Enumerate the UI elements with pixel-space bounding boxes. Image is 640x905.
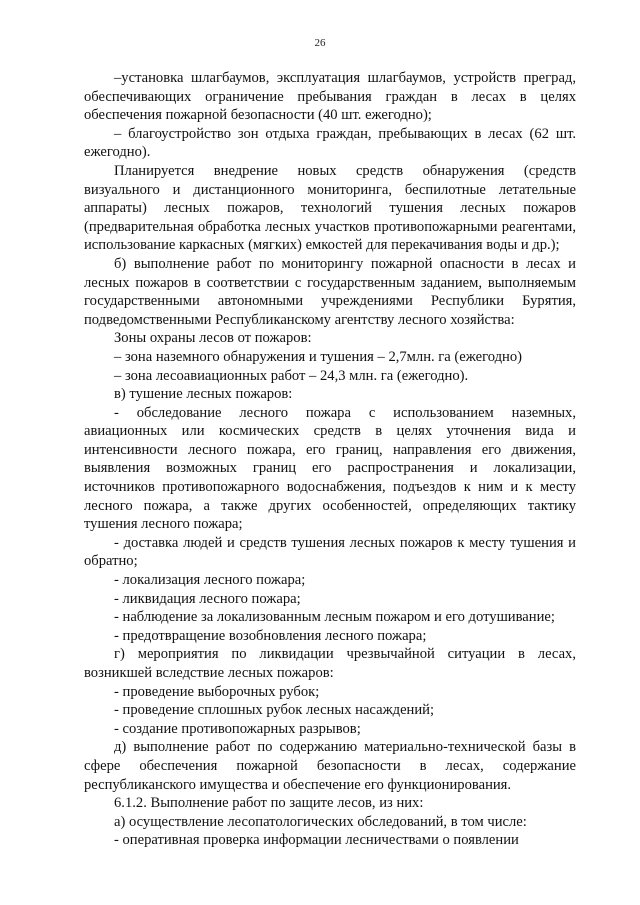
paragraph-forest-pathology: а) осуществление лесопатологических обследований, в том числе: bbox=[114, 813, 527, 830]
paragraph-firebreaks: - создание противопожарных разрывов; bbox=[114, 720, 361, 737]
paragraph-delivery: - доставка людей и средств тушения лесных пожаров к месту тушения и обратно; bbox=[84, 534, 576, 570]
paragraph-material-base: д) выполнение работ по содержанию материально-технической базы в сфере обеспечения пожарной безопасности в лесах, содержание республиканского имущества и обеспечение его функционирования. bbox=[84, 739, 576, 793]
paragraph-localization: - локализация лесного пожара; bbox=[114, 572, 306, 589]
paragraph-ground-zone: – зона наземного обнаружения и тушения – 2,7млн. га (ежегодно) bbox=[114, 348, 523, 365]
document-body bbox=[84, 69, 576, 850]
paragraph-aviation-zone: – зона лесоавиационных работ – 24,3 млн. га (ежегодно). bbox=[114, 367, 469, 384]
paragraph-prevention: - предотвращение возобновления лесного пожара; bbox=[114, 627, 427, 644]
paragraph-firefighting-heading: в) тушение лесных пожаров: bbox=[114, 386, 293, 403]
paragraph-operational-check: - оперативная проверка информации лесничествами о появлении bbox=[114, 832, 519, 849]
paragraph-clear-cutting: - проведение сплошных рубок лесных насаждений; bbox=[114, 702, 435, 719]
paragraph-fire-survey: - обследование лесного пожара с использованием наземных, авиационных или космических средств в целях уточнения вида и интенсивности лесного пожара, его границ, направления его движения, выявления возможных границ его распространения и локализации, источников противопожарного водоснабжения, подъездов к ним и к месту лесного пожара, а также других особенностей, определяющих тактику тушения лесного пожара; bbox=[84, 404, 576, 533]
paragraph-fire-monitoring: б) выполнение работ по мониторингу пожарной опасности в лесах и лесных пожаров в соответствии с государственным заданием, выполняемым государственными автономными учреждениями Республики Бурятия, подведомственными Республиканскому агентству лесного хозяйства: bbox=[84, 255, 576, 328]
paragraph-liquidation: - ликвидация лесного пожара; bbox=[114, 590, 301, 607]
paragraph-protection-zones-heading: Зоны охраны лесов от пожаров: bbox=[114, 330, 312, 347]
paragraph-observation: - наблюдение за локализованным лесным пожаром и его дотушивание; bbox=[114, 609, 555, 626]
paragraph-selective-logging: - проведение выборочных рубок; bbox=[114, 683, 320, 700]
paragraph-new-detection-means: Планируется внедрение новых средств обнаружения (средств визуального и дистанционного мониторинга, беспилотные летательные аппараты) лесных пожаров, технологий тушения лесных пожаров (предварительная обработка лесных участков противопожарными реагентами, использование каркасных (мягких) емкостей для перекачивания воды и др.); bbox=[84, 162, 576, 254]
page-number: 26 bbox=[314, 37, 326, 49]
paragraph-barrier-installation: –установка шлагбаумов, эксплуатация шлагбаумов, устройств преград, обеспечивающих ограничение пребывания граждан в лесах в целях обеспечения пожарной безопасности (40 шт. ежегодно); bbox=[84, 70, 576, 124]
paragraph-emergency-measures: г) мероприятия по ликвидации чрезвычайной ситуации в лесах, возникшей вследствие лесных пожаров: bbox=[84, 646, 576, 681]
paragraph-recreation-zones: – благоустройство зон отдыха граждан, пребывающих в лесах (62 шт. ежегодно). bbox=[84, 125, 576, 161]
paragraph-forest-protection: 6.1.2. Выполнение работ по защите лесов, из них: bbox=[114, 795, 424, 812]
